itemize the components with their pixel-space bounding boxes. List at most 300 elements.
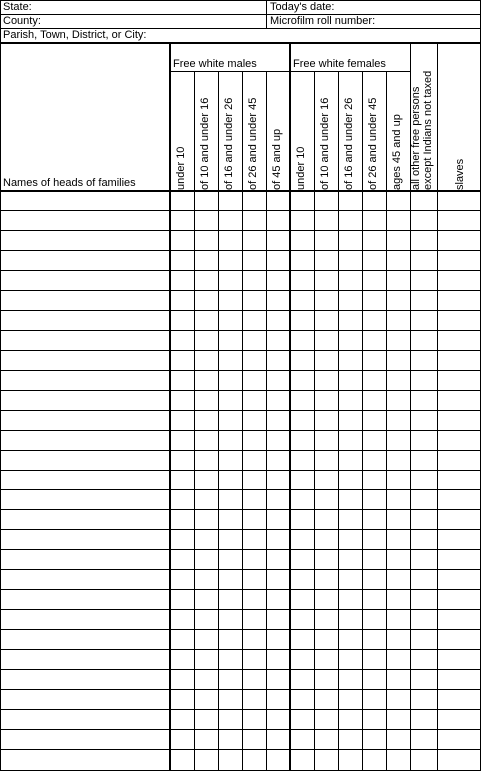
count-cell[interactable] — [170, 510, 195, 529]
count-cell[interactable] — [315, 231, 339, 250]
family-name-cell[interactable] — [0, 231, 170, 250]
count-cell[interactable] — [363, 570, 387, 589]
count-cell[interactable] — [315, 271, 339, 290]
count-cell[interactable] — [219, 411, 243, 430]
family-name-cell[interactable] — [0, 670, 170, 689]
count-cell[interactable] — [195, 211, 219, 230]
count-cell[interactable] — [290, 710, 315, 729]
count-cell[interactable] — [170, 650, 195, 669]
count-cell[interactable] — [387, 271, 411, 290]
count-cell[interactable] — [438, 291, 480, 310]
count-cell[interactable] — [315, 630, 339, 649]
count-cell[interactable] — [438, 610, 480, 629]
count-cell[interactable] — [315, 670, 339, 689]
count-cell[interactable] — [339, 490, 363, 509]
count-cell[interactable] — [363, 271, 387, 290]
count-cell[interactable] — [411, 670, 438, 689]
state-field[interactable] — [40, 0, 266, 14]
count-cell[interactable] — [219, 231, 243, 250]
count-cell[interactable] — [339, 630, 363, 649]
count-cell[interactable] — [267, 451, 290, 470]
count-cell[interactable] — [438, 590, 480, 609]
count-cell[interactable] — [267, 730, 290, 749]
count-cell[interactable] — [219, 590, 243, 609]
count-cell[interactable] — [339, 730, 363, 749]
count-cell[interactable] — [438, 431, 480, 450]
family-name-cell[interactable] — [0, 750, 170, 769]
count-cell[interactable] — [243, 650, 267, 669]
count-cell[interactable] — [438, 371, 480, 390]
count-cell[interactable] — [438, 191, 480, 210]
count-cell[interactable] — [387, 211, 411, 230]
count-cell[interactable] — [170, 291, 195, 310]
count-cell[interactable] — [267, 411, 290, 430]
count-cell[interactable] — [363, 670, 387, 689]
count-cell[interactable] — [195, 670, 219, 689]
count-cell[interactable] — [315, 610, 339, 629]
count-cell[interactable] — [363, 311, 387, 330]
count-cell[interactable] — [315, 590, 339, 609]
count-cell[interactable] — [339, 650, 363, 669]
count-cell[interactable] — [387, 331, 411, 350]
family-name-cell[interactable] — [0, 191, 170, 210]
count-cell[interactable] — [315, 291, 339, 310]
count-cell[interactable] — [170, 610, 195, 629]
count-cell[interactable] — [219, 271, 243, 290]
family-name-cell[interactable] — [0, 291, 170, 310]
count-cell[interactable] — [411, 311, 438, 330]
count-cell[interactable] — [363, 530, 387, 549]
count-cell[interactable] — [243, 570, 267, 589]
count-cell[interactable] — [438, 231, 480, 250]
count-cell[interactable] — [219, 331, 243, 350]
count-cell[interactable] — [363, 371, 387, 390]
count-cell[interactable] — [243, 471, 267, 489]
count-cell[interactable] — [290, 351, 315, 370]
count-cell[interactable] — [290, 271, 315, 290]
count-cell[interactable] — [195, 451, 219, 470]
count-cell[interactable] — [195, 630, 219, 649]
count-cell[interactable] — [438, 331, 480, 350]
count-cell[interactable] — [438, 351, 480, 370]
count-cell[interactable] — [363, 690, 387, 709]
family-name-cell[interactable] — [0, 570, 170, 589]
count-cell[interactable] — [339, 510, 363, 529]
count-cell[interactable] — [438, 650, 480, 669]
count-cell[interactable] — [363, 550, 387, 569]
count-cell[interactable] — [315, 650, 339, 669]
family-name-cell[interactable] — [0, 710, 170, 729]
count-cell[interactable] — [170, 630, 195, 649]
count-cell[interactable] — [290, 570, 315, 589]
count-cell[interactable] — [438, 730, 480, 749]
count-cell[interactable] — [411, 590, 438, 609]
county-field[interactable] — [42, 15, 266, 28]
family-name-cell[interactable] — [0, 730, 170, 749]
count-cell[interactable] — [267, 750, 290, 769]
count-cell[interactable] — [170, 371, 195, 390]
family-name-cell[interactable] — [0, 431, 170, 450]
count-cell[interactable] — [438, 391, 480, 410]
count-cell[interactable] — [411, 191, 438, 210]
count-cell[interactable] — [315, 750, 339, 769]
count-cell[interactable] — [290, 550, 315, 569]
count-cell[interactable] — [195, 251, 219, 270]
count-cell[interactable] — [411, 490, 438, 509]
count-cell[interactable] — [243, 331, 267, 350]
count-cell[interactable] — [438, 411, 480, 430]
count-cell[interactable] — [411, 710, 438, 729]
count-cell[interactable] — [170, 431, 195, 450]
count-cell[interactable] — [363, 211, 387, 230]
count-cell[interactable] — [195, 530, 219, 549]
count-cell[interactable] — [243, 391, 267, 410]
count-cell[interactable] — [267, 650, 290, 669]
count-cell[interactable] — [290, 670, 315, 689]
count-cell[interactable] — [411, 630, 438, 649]
count-cell[interactable] — [387, 690, 411, 709]
count-cell[interactable] — [170, 271, 195, 290]
count-cell[interactable] — [243, 510, 267, 529]
count-cell[interactable] — [339, 590, 363, 609]
count-cell[interactable] — [363, 331, 387, 350]
count-cell[interactable] — [363, 251, 387, 270]
count-cell[interactable] — [339, 530, 363, 549]
count-cell[interactable] — [243, 191, 267, 210]
count-cell[interactable] — [170, 690, 195, 709]
count-cell[interactable] — [195, 710, 219, 729]
family-name-cell[interactable] — [0, 510, 170, 529]
count-cell[interactable] — [267, 530, 290, 549]
count-cell[interactable] — [267, 490, 290, 509]
count-cell[interactable] — [387, 730, 411, 749]
count-cell[interactable] — [219, 670, 243, 689]
count-cell[interactable] — [315, 530, 339, 549]
count-cell[interactable] — [411, 471, 438, 489]
count-cell[interactable] — [195, 231, 219, 250]
count-cell[interactable] — [290, 690, 315, 709]
count-cell[interactable] — [170, 530, 195, 549]
family-name-cell[interactable] — [0, 610, 170, 629]
count-cell[interactable] — [290, 211, 315, 230]
family-name-cell[interactable] — [0, 490, 170, 509]
count-cell[interactable] — [339, 291, 363, 310]
count-cell[interactable] — [339, 610, 363, 629]
count-cell[interactable] — [387, 610, 411, 629]
count-cell[interactable] — [290, 630, 315, 649]
count-cell[interactable] — [290, 471, 315, 489]
count-cell[interactable] — [219, 570, 243, 589]
count-cell[interactable] — [387, 411, 411, 430]
count-cell[interactable] — [290, 251, 315, 270]
count-cell[interactable] — [411, 431, 438, 450]
count-cell[interactable] — [387, 750, 411, 769]
count-cell[interactable] — [243, 311, 267, 330]
count-cell[interactable] — [339, 570, 363, 589]
count-cell[interactable] — [411, 550, 438, 569]
count-cell[interactable] — [315, 451, 339, 470]
count-cell[interactable] — [411, 291, 438, 310]
count-cell[interactable] — [411, 750, 438, 769]
count-cell[interactable] — [387, 710, 411, 729]
count-cell[interactable] — [363, 411, 387, 430]
count-cell[interactable] — [438, 550, 480, 569]
count-cell[interactable] — [339, 331, 363, 350]
count-cell[interactable] — [243, 251, 267, 270]
count-cell[interactable] — [219, 211, 243, 230]
count-cell[interactable] — [195, 471, 219, 489]
count-cell[interactable] — [195, 411, 219, 430]
count-cell[interactable] — [315, 490, 339, 509]
count-cell[interactable] — [195, 331, 219, 350]
count-cell[interactable] — [195, 391, 219, 410]
count-cell[interactable] — [387, 451, 411, 470]
count-cell[interactable] — [219, 471, 243, 489]
count-cell[interactable] — [243, 431, 267, 450]
count-cell[interactable] — [315, 730, 339, 749]
count-cell[interactable] — [315, 191, 339, 210]
count-cell[interactable] — [411, 570, 438, 589]
count-cell[interactable] — [219, 431, 243, 450]
count-cell[interactable] — [219, 311, 243, 330]
count-cell[interactable] — [290, 411, 315, 430]
count-cell[interactable] — [170, 331, 195, 350]
family-name-cell[interactable] — [0, 251, 170, 270]
count-cell[interactable] — [219, 391, 243, 410]
count-cell[interactable] — [243, 550, 267, 569]
count-cell[interactable] — [411, 271, 438, 290]
count-cell[interactable] — [411, 411, 438, 430]
count-cell[interactable] — [243, 231, 267, 250]
count-cell[interactable] — [363, 590, 387, 609]
family-name-cell[interactable] — [0, 411, 170, 430]
count-cell[interactable] — [339, 211, 363, 230]
count-cell[interactable] — [363, 490, 387, 509]
count-cell[interactable] — [195, 291, 219, 310]
family-name-cell[interactable] — [0, 451, 170, 470]
count-cell[interactable] — [438, 490, 480, 509]
count-cell[interactable] — [438, 710, 480, 729]
count-cell[interactable] — [267, 550, 290, 569]
count-cell[interactable] — [219, 510, 243, 529]
family-name-cell[interactable] — [0, 331, 170, 350]
count-cell[interactable] — [363, 471, 387, 489]
family-name-cell[interactable] — [0, 550, 170, 569]
count-cell[interactable] — [219, 730, 243, 749]
count-cell[interactable] — [290, 610, 315, 629]
count-cell[interactable] — [290, 750, 315, 769]
count-cell[interactable] — [267, 690, 290, 709]
count-cell[interactable] — [219, 650, 243, 669]
count-cell[interactable] — [438, 271, 480, 290]
count-cell[interactable] — [267, 630, 290, 649]
count-cell[interactable] — [243, 351, 267, 370]
count-cell[interactable] — [363, 710, 387, 729]
count-cell[interactable] — [438, 451, 480, 470]
count-cell[interactable] — [243, 411, 267, 430]
count-cell[interactable] — [438, 570, 480, 589]
count-cell[interactable] — [387, 351, 411, 370]
count-cell[interactable] — [411, 451, 438, 470]
count-cell[interactable] — [438, 251, 480, 270]
count-cell[interactable] — [363, 650, 387, 669]
count-cell[interactable] — [267, 610, 290, 629]
count-cell[interactable] — [243, 371, 267, 390]
family-name-cell[interactable] — [0, 311, 170, 330]
count-cell[interactable] — [170, 311, 195, 330]
count-cell[interactable] — [363, 451, 387, 470]
count-cell[interactable] — [243, 730, 267, 749]
count-cell[interactable] — [290, 510, 315, 529]
count-cell[interactable] — [363, 431, 387, 450]
count-cell[interactable] — [411, 690, 438, 709]
count-cell[interactable] — [438, 510, 480, 529]
count-cell[interactable] — [195, 351, 219, 370]
count-cell[interactable] — [387, 650, 411, 669]
count-cell[interactable] — [267, 291, 290, 310]
count-cell[interactable] — [243, 630, 267, 649]
count-cell[interactable] — [267, 670, 290, 689]
count-cell[interactable] — [290, 451, 315, 470]
count-cell[interactable] — [411, 391, 438, 410]
count-cell[interactable] — [219, 690, 243, 709]
count-cell[interactable] — [438, 690, 480, 709]
count-cell[interactable] — [195, 590, 219, 609]
count-cell[interactable] — [267, 211, 290, 230]
family-name-cell[interactable] — [0, 211, 170, 230]
count-cell[interactable] — [195, 570, 219, 589]
count-cell[interactable] — [243, 271, 267, 290]
count-cell[interactable] — [411, 331, 438, 350]
count-cell[interactable] — [315, 311, 339, 330]
count-cell[interactable] — [290, 490, 315, 509]
count-cell[interactable] — [267, 351, 290, 370]
count-cell[interactable] — [411, 251, 438, 270]
family-name-cell[interactable] — [0, 271, 170, 290]
count-cell[interactable] — [387, 510, 411, 529]
count-cell[interactable] — [170, 451, 195, 470]
count-cell[interactable] — [315, 391, 339, 410]
count-cell[interactable] — [195, 191, 219, 210]
count-cell[interactable] — [267, 431, 290, 450]
count-cell[interactable] — [195, 371, 219, 390]
count-cell[interactable] — [315, 570, 339, 589]
count-cell[interactable] — [315, 471, 339, 489]
count-cell[interactable] — [411, 351, 438, 370]
count-cell[interactable] — [339, 750, 363, 769]
count-cell[interactable] — [387, 431, 411, 450]
count-cell[interactable] — [387, 630, 411, 649]
count-cell[interactable] — [387, 590, 411, 609]
count-cell[interactable] — [387, 251, 411, 270]
count-cell[interactable] — [411, 610, 438, 629]
count-cell[interactable] — [339, 231, 363, 250]
count-cell[interactable] — [387, 670, 411, 689]
count-cell[interactable] — [170, 670, 195, 689]
count-cell[interactable] — [290, 191, 315, 210]
count-cell[interactable] — [219, 351, 243, 370]
count-cell[interactable] — [339, 451, 363, 470]
count-cell[interactable] — [243, 530, 267, 549]
count-cell[interactable] — [267, 191, 290, 210]
count-cell[interactable] — [195, 750, 219, 769]
count-cell[interactable] — [219, 191, 243, 210]
count-cell[interactable] — [387, 191, 411, 210]
count-cell[interactable] — [411, 371, 438, 390]
count-cell[interactable] — [170, 570, 195, 589]
family-name-cell[interactable] — [0, 650, 170, 669]
count-cell[interactable] — [339, 690, 363, 709]
count-cell[interactable] — [315, 331, 339, 350]
count-cell[interactable] — [219, 490, 243, 509]
count-cell[interactable] — [195, 490, 219, 509]
count-cell[interactable] — [339, 550, 363, 569]
count-cell[interactable] — [290, 371, 315, 390]
count-cell[interactable] — [170, 391, 195, 410]
count-cell[interactable] — [363, 510, 387, 529]
count-cell[interactable] — [290, 291, 315, 310]
count-cell[interactable] — [267, 271, 290, 290]
count-cell[interactable] — [243, 750, 267, 769]
count-cell[interactable] — [315, 371, 339, 390]
count-cell[interactable] — [267, 331, 290, 350]
family-name-cell[interactable] — [0, 590, 170, 609]
count-cell[interactable] — [267, 391, 290, 410]
count-cell[interactable] — [170, 590, 195, 609]
count-cell[interactable] — [315, 251, 339, 270]
count-cell[interactable] — [219, 251, 243, 270]
count-cell[interactable] — [170, 411, 195, 430]
count-cell[interactable] — [387, 471, 411, 489]
count-cell[interactable] — [243, 610, 267, 629]
count-cell[interactable] — [363, 610, 387, 629]
count-cell[interactable] — [219, 630, 243, 649]
count-cell[interactable] — [267, 710, 290, 729]
count-cell[interactable] — [411, 730, 438, 749]
count-cell[interactable] — [267, 570, 290, 589]
count-cell[interactable] — [243, 211, 267, 230]
count-cell[interactable] — [387, 530, 411, 549]
microfilm-roll-field[interactable] — [372, 15, 478, 28]
count-cell[interactable] — [438, 630, 480, 649]
count-cell[interactable] — [339, 411, 363, 430]
count-cell[interactable] — [243, 451, 267, 470]
count-cell[interactable] — [363, 750, 387, 769]
count-cell[interactable] — [387, 570, 411, 589]
family-name-cell[interactable] — [0, 630, 170, 649]
count-cell[interactable] — [267, 231, 290, 250]
count-cell[interactable] — [195, 730, 219, 749]
family-name-cell[interactable] — [0, 471, 170, 489]
count-cell[interactable] — [267, 471, 290, 489]
count-cell[interactable] — [195, 311, 219, 330]
count-cell[interactable] — [290, 431, 315, 450]
count-cell[interactable] — [290, 730, 315, 749]
count-cell[interactable] — [290, 331, 315, 350]
parish-field[interactable] — [144, 29, 478, 42]
count-cell[interactable] — [195, 550, 219, 569]
count-cell[interactable] — [339, 351, 363, 370]
count-cell[interactable] — [411, 211, 438, 230]
count-cell[interactable] — [411, 650, 438, 669]
count-cell[interactable] — [290, 231, 315, 250]
count-cell[interactable] — [170, 251, 195, 270]
count-cell[interactable] — [315, 431, 339, 450]
count-cell[interactable] — [170, 211, 195, 230]
count-cell[interactable] — [315, 351, 339, 370]
count-cell[interactable] — [195, 431, 219, 450]
count-cell[interactable] — [219, 550, 243, 569]
